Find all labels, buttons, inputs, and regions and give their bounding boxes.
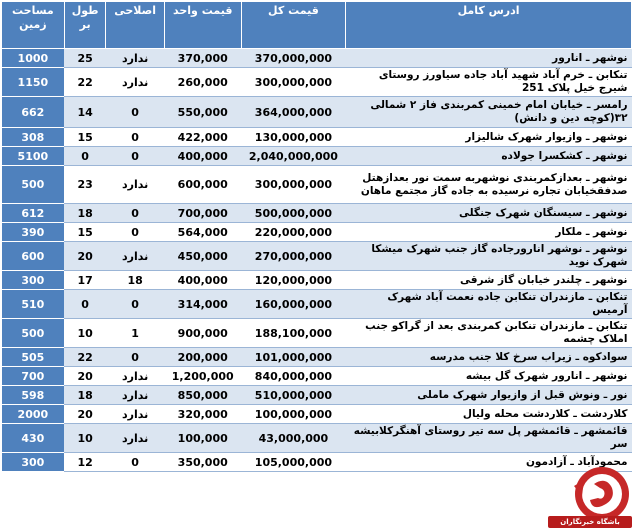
cell-renovation: 0 xyxy=(106,128,164,147)
cell-unit-price: 320,000 xyxy=(164,405,241,424)
cell-area: 612 xyxy=(2,204,65,223)
cell-renovation: 0 xyxy=(106,453,164,472)
cell-area: 600 xyxy=(2,242,65,271)
cell-length: 15 xyxy=(64,128,106,147)
cell-total-price: 105,000,000 xyxy=(241,453,345,472)
cell-length: 10 xyxy=(64,424,106,453)
cell-area: 500 xyxy=(2,319,65,348)
cell-length: 18 xyxy=(64,386,106,405)
cell-unit-price: 900,000 xyxy=(164,319,241,348)
cell-renovation: 0 xyxy=(106,204,164,223)
cell-address: تنکابن ـ مازندران تنکابن جاده نعمت آباد شهرک آرمیس xyxy=(346,290,632,319)
cell-area: 505 xyxy=(2,348,65,367)
cell-area: 308 xyxy=(2,128,65,147)
cell-address: محمودآباد ـ آزادمون xyxy=(346,453,632,472)
cell-renovation: ندارد xyxy=(106,424,164,453)
cell-area: 510 xyxy=(2,290,65,319)
cell-address: سوادکوه ـ زیراب سرخ کلا جنب مدرسه xyxy=(346,348,632,367)
table-row xyxy=(2,424,632,453)
cell-renovation: 0 xyxy=(106,348,164,367)
cell-unit-price: 314,000 xyxy=(164,290,241,319)
cell-length: 25 xyxy=(64,49,106,68)
cell-area: 700 xyxy=(2,367,65,386)
cell-unit-price: 350,000 xyxy=(164,453,241,472)
cell-total-price: 510,000,000 xyxy=(241,386,345,405)
table-row xyxy=(2,386,632,405)
cell-total-price: 120,000,000 xyxy=(241,271,345,290)
cell-unit-price: 550,000 xyxy=(164,97,241,128)
cell-unit-price: 700,000 xyxy=(164,204,241,223)
table-row xyxy=(2,348,632,367)
cell-renovation: ندارد xyxy=(106,405,164,424)
header-total-price: قیمت کل xyxy=(241,2,345,49)
cell-length: 15 xyxy=(64,223,106,242)
cell-unit-price: 422,000 xyxy=(164,128,241,147)
header-length: طول بر xyxy=(64,2,106,49)
cell-total-price: 220,000,000 xyxy=(241,223,345,242)
cell-address: نوشهر ـ نوشهر انارورجاده گاز جنب شهرک میشکا شهرک نوید xyxy=(346,242,632,271)
cell-address: نوشهر ـ انارور xyxy=(346,49,632,68)
cell-renovation: ندارد xyxy=(106,166,164,204)
cell-renovation: ندارد xyxy=(106,49,164,68)
cell-address: نوشهر ـ وازیوار شهرک شالیزار xyxy=(346,128,632,147)
table-row xyxy=(2,319,632,348)
header-area: مساحت زمین xyxy=(2,2,65,49)
table-row xyxy=(2,147,632,166)
cell-address: نوشهر ـ سیسنگان شهرک جنگلی xyxy=(346,204,632,223)
cell-area: 300 xyxy=(2,453,65,472)
cell-renovation: 0 xyxy=(106,97,164,128)
cell-length: 0 xyxy=(64,290,106,319)
table-body xyxy=(2,49,632,472)
table-row xyxy=(2,223,632,242)
cell-address: نوشهر ـ کشکسرا جولاده xyxy=(346,147,632,166)
cell-address: نور ـ ونوش قبل از وازیوار شهرک ماملی xyxy=(346,386,632,405)
cell-area: 300 xyxy=(2,271,65,290)
cell-renovation: ندارد xyxy=(106,367,164,386)
cell-area: 2000 xyxy=(2,405,65,424)
cell-unit-price: 200,000 xyxy=(164,348,241,367)
cell-unit-price: 564,000 xyxy=(164,223,241,242)
cell-unit-price: 260,000 xyxy=(164,68,241,97)
cell-total-price: 370,000,000 xyxy=(241,49,345,68)
cell-unit-price: 850,000 xyxy=(164,386,241,405)
cell-renovation: 0 xyxy=(106,290,164,319)
table-row xyxy=(2,271,632,290)
table-row xyxy=(2,128,632,147)
table-row xyxy=(2,242,632,271)
cell-unit-price: 400,000 xyxy=(164,271,241,290)
table-row xyxy=(2,166,632,204)
cell-total-price: 160,000,000 xyxy=(241,290,345,319)
header-address: ادرس کامل xyxy=(346,2,632,49)
cell-renovation: 0 xyxy=(106,147,164,166)
header-row xyxy=(2,2,632,49)
cell-length: 17 xyxy=(64,271,106,290)
cell-address: نوشهر ـ چلندر خیابان گاز شرقی xyxy=(346,271,632,290)
cell-length: 20 xyxy=(64,405,106,424)
cell-area: 598 xyxy=(2,386,65,405)
header-unit-price: قیمت واحد xyxy=(164,2,241,49)
cell-unit-price: 370,000 xyxy=(164,49,241,68)
cell-total-price: 270,000,000 xyxy=(241,242,345,271)
cell-renovation: ندارد xyxy=(106,242,164,271)
land-listings-table xyxy=(1,1,632,472)
cell-address: نوشهر ـ بعدازکمربندی نوشهربه سمت نور بعدازهتل صدفقخیابان تجاره نرسیده به جاده گاز مجتمع ماهان xyxy=(346,166,632,204)
cell-area: 430 xyxy=(2,424,65,453)
cell-length: 18 xyxy=(64,204,106,223)
cell-total-price: 500,000,000 xyxy=(241,204,345,223)
cell-length: 20 xyxy=(64,367,106,386)
cell-area: 1000 xyxy=(2,49,65,68)
logo-caption: باشگاه خبرنگاران xyxy=(548,516,632,528)
table-row xyxy=(2,204,632,223)
cell-renovation: ندارد xyxy=(106,386,164,405)
cell-address: تنکابن ـ مازندران تنکابن کمربندی بعد از گراکو جنب املاک چشمه xyxy=(346,319,632,348)
cell-total-price: 300,000,000 xyxy=(241,166,345,204)
cell-length: 22 xyxy=(64,68,106,97)
table-row xyxy=(2,367,632,386)
cell-length: 12 xyxy=(64,453,106,472)
cell-address: کلاردشت ـ کلاردشت محله ولیال xyxy=(346,405,632,424)
cell-area: 662 xyxy=(2,97,65,128)
cell-length: 23 xyxy=(64,166,106,204)
cell-renovation: ندارد xyxy=(106,68,164,97)
cell-unit-price: 600,000 xyxy=(164,166,241,204)
cell-total-price: 43,000,000 xyxy=(241,424,345,453)
table-row xyxy=(2,405,632,424)
header-renovation: اصلاحی xyxy=(106,2,164,49)
cell-total-price: 840,000,000 xyxy=(241,367,345,386)
table-row xyxy=(2,97,632,128)
cell-length: 10 xyxy=(64,319,106,348)
cell-length: 0 xyxy=(64,147,106,166)
cell-total-price: 2,040,000,000 xyxy=(241,147,345,166)
table-row xyxy=(2,49,632,68)
cell-unit-price: 100,000 xyxy=(164,424,241,453)
cell-area: 1150 xyxy=(2,68,65,97)
cell-unit-price: 400,000 xyxy=(164,147,241,166)
cell-total-price: 188,100,000 xyxy=(241,319,345,348)
cell-area: 5100 xyxy=(2,147,65,166)
cell-unit-price: 450,000 xyxy=(164,242,241,271)
cell-length: 22 xyxy=(64,348,106,367)
cell-total-price: 101,000,000 xyxy=(241,348,345,367)
cell-total-price: 364,000,000 xyxy=(241,97,345,128)
table-row xyxy=(2,68,632,97)
cell-address: رامسر ـ خیابان امام خمینی کمربندی فاز ۲ شمالی ۳۲(کوچه دین و دانش) xyxy=(346,97,632,128)
cell-address: تنکابن ـ خرم آباد شهید آباد جاده سیاورز روستای شیرج خیل پلاک 251 xyxy=(346,68,632,97)
cell-renovation: 1 xyxy=(106,319,164,348)
cell-length: 14 xyxy=(64,97,106,128)
cell-address: نوشهر ـ انارور شهرک گل بیشه xyxy=(346,367,632,386)
cell-renovation: 0 xyxy=(106,223,164,242)
cell-area: 500 xyxy=(2,166,65,204)
table-row xyxy=(2,290,632,319)
cell-total-price: 300,000,000 xyxy=(241,68,345,97)
cell-total-price: 100,000,000 xyxy=(241,405,345,424)
table-row xyxy=(2,453,632,472)
listings-table-wrapper xyxy=(1,1,632,472)
cell-renovation: 18 xyxy=(106,271,164,290)
cell-address: نوشهر ـ ملکار xyxy=(346,223,632,242)
cell-address: قائمشهر ـ قائمشهر پل سه تیر روستای آهنگرکلابیشه سر xyxy=(346,424,632,453)
cell-area: 390 xyxy=(2,223,65,242)
cell-total-price: 130,000,000 xyxy=(241,128,345,147)
cell-length: 20 xyxy=(64,242,106,271)
cell-unit-price: 1,200,000 xyxy=(164,367,241,386)
